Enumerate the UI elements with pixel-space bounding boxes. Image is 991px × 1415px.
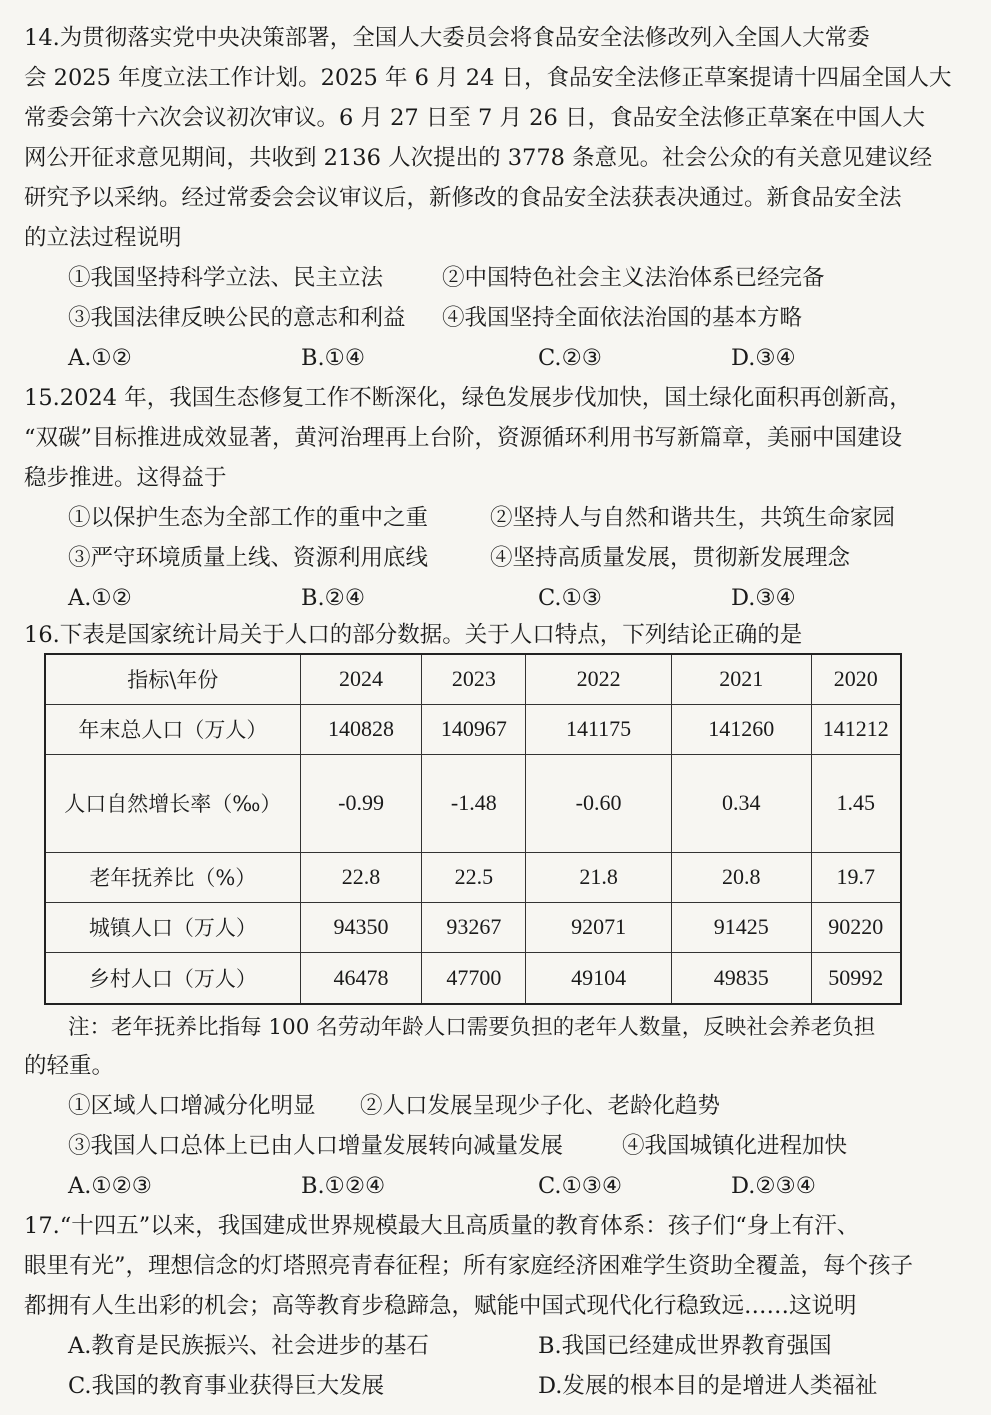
q14-statement-1: ①我国坚持科学立法、民主立法 [68, 265, 384, 291]
q16-choice-a: A.①②③ [68, 1173, 152, 1199]
table-row [45, 902, 901, 952]
q16-choice-b: B.①②④ [301, 1173, 386, 1199]
table-cell: 93267 [422, 902, 526, 952]
q16-statement-1: ①区域人口增减分化明显 [68, 1093, 316, 1119]
table-cell: 21.8 [526, 852, 672, 902]
table-cell: -0.60 [526, 754, 672, 852]
q15-choice-a: A.①② [68, 585, 132, 611]
table-header-cell: 2022 [526, 654, 672, 704]
table-cell: 92071 [526, 902, 672, 952]
table-cell: 20.8 [671, 852, 811, 902]
q14-choice-d: D.③④ [731, 345, 796, 371]
q14-stem-line: 常委会第十六次会议初次审议。6 月 27 日至 7 月 26 日，食品安全法修正草案在中国人大 [24, 105, 925, 131]
table-cell: 22.5 [422, 852, 526, 902]
q15-stem-line: 15.2024 年，我国生态修复工作不断深化，绿色发展步伐加快，国土绿化面积再创新高， [24, 385, 912, 411]
table-cell: 46478 [300, 952, 422, 1004]
table-row-label: 老年抚养比（%） [45, 852, 300, 902]
q14-statement-3: ③我国法律反映公民的意志和利益 [68, 305, 406, 331]
table-cell: 1.45 [811, 754, 901, 852]
table-cell: 47700 [422, 952, 526, 1004]
table-cell: 140828 [300, 704, 422, 754]
q16-choice-c: C.①③④ [538, 1173, 623, 1199]
table-cell: 0.34 [671, 754, 811, 852]
table-row [45, 952, 901, 1004]
table-cell: 22.8 [300, 852, 422, 902]
table-cell: 49835 [671, 952, 811, 1004]
table-row-label: 城镇人口（万人） [45, 902, 300, 952]
table-row [45, 852, 901, 902]
q14-statement-2: ②中国特色社会主义法治体系已经完备 [442, 265, 825, 291]
table-cell: 91425 [671, 902, 811, 952]
q14-stem-line: 网公开征求意见期间，共收到 2136 人次提出的 3778 条意见。社会公众的有关意见建议经 [24, 145, 933, 171]
table-row [45, 704, 901, 754]
q16-stem: 16.下表是国家统计局关于人口的部分数据。关于人口特点，下列结论正确的是 [24, 622, 803, 648]
table-row-label: 乡村人口（万人） [45, 952, 300, 1004]
table-header-cell: 2020 [811, 654, 901, 704]
q14-choice-a: A.①② [68, 345, 132, 371]
table-cell: -1.48 [422, 754, 526, 852]
table-cell: 94350 [300, 902, 422, 952]
q14-stem-line: 的立法过程说明 [24, 225, 182, 251]
table-header-cell: 2021 [671, 654, 811, 704]
q14-stem-line: 研究予以采纳。经过常委会会议审议后，新修改的食品安全法获表决通过。新食品安全法 [24, 185, 902, 211]
table-cell: 141175 [526, 704, 672, 754]
table-header-row [45, 654, 901, 704]
q14-choice-b: B.①④ [301, 345, 366, 371]
table-note-line: 的轻重。 [24, 1053, 115, 1079]
q14-choice-c: C.②③ [538, 345, 602, 371]
table-row-label: 人口自然增长率（‰） [45, 754, 300, 852]
q15-choice-c: C.①③ [538, 585, 602, 611]
table-cell: 19.7 [811, 852, 901, 902]
table-header-cell: 2023 [422, 654, 526, 704]
table-cell: -0.99 [300, 754, 422, 852]
q16-choice-d: D.②③④ [731, 1173, 816, 1199]
table-cell: 141212 [811, 704, 901, 754]
q15-statement-3: ③严守环境质量上线、资源利用底线 [68, 545, 429, 571]
table-header-cell: 2024 [300, 654, 422, 704]
q14-stem-line: 14.为贯彻落实党中央决策部署，全国人大委员会将食品安全法修改列入全国人大常委 [24, 25, 870, 51]
q14-statement-4: ④我国坚持全面依法治国的基本方略 [442, 305, 803, 331]
table-note-line: 注：老年抚养比指每 100 名劳动年龄人口需要负担的老年人数量，反映社会养老负担 [68, 1015, 876, 1040]
q17-stem-line: 眼里有光”，理想信念的灯塔照亮青春征程；所有家庭经济困难学生资助全覆盖，每个孩子 [24, 1253, 914, 1279]
population-table [44, 653, 902, 1005]
q16-statement-2: ②人口发展呈现少子化、老龄化趋势 [360, 1093, 721, 1119]
q17-choice-d: D.发展的根本目的是增进人类福祉 [538, 1373, 878, 1399]
q16-statement-3: ③我国人口总体上已由人口增量发展转向减量发展 [68, 1133, 564, 1159]
q15-choice-b: B.②④ [301, 585, 366, 611]
q15-stem-line: 稳步推进。这得益于 [24, 465, 227, 491]
q15-statement-4: ④坚持高质量发展，贯彻新发展理念 [490, 545, 851, 571]
table-cell: 50992 [811, 952, 901, 1004]
table-cell: 141260 [671, 704, 811, 754]
table-cell: 140967 [422, 704, 526, 754]
q14-stem-line: 会 2025 年度立法工作计划。2025 年 6 月 24 日，食品安全法修正草案提请十四届全国人大 [24, 65, 952, 91]
table-row-label: 年末总人口（万人） [45, 704, 300, 754]
q15-stem-line: “双碳”目标推进成效显著，黄河治理再上台阶，资源循环利用书写新篇章，美丽中国建设 [24, 425, 903, 451]
table-header-cell: 指标\年份 [45, 654, 300, 704]
q17-choice-c: C.我国的教育事业获得巨大发展 [68, 1373, 385, 1399]
table-cell: 90220 [811, 902, 901, 952]
q17-choice-a: A.教育是民族振兴、社会进步的基石 [68, 1333, 429, 1359]
q16-statement-4: ④我国城镇化进程加快 [622, 1133, 848, 1159]
q17-stem-line: 17.“十四五”以来，我国建成世界规模最大且高质量的教育体系：孩子们“身上有汗、 [24, 1213, 860, 1239]
q15-choice-d: D.③④ [731, 585, 796, 611]
q17-stem-line: 都拥有人生出彩的机会；高等教育步稳蹄急，赋能中国式现代化行稳致远……这说明 [24, 1293, 857, 1319]
q15-statement-1: ①以保护生态为全部工作的重中之重 [68, 505, 429, 531]
q17-choice-b: B.我国已经建成世界教育强国 [538, 1333, 832, 1359]
q15-statement-2: ②坚持人与自然和谐共生，共筑生命家园 [490, 505, 896, 531]
table-row [45, 754, 901, 852]
table-cell: 49104 [526, 952, 672, 1004]
